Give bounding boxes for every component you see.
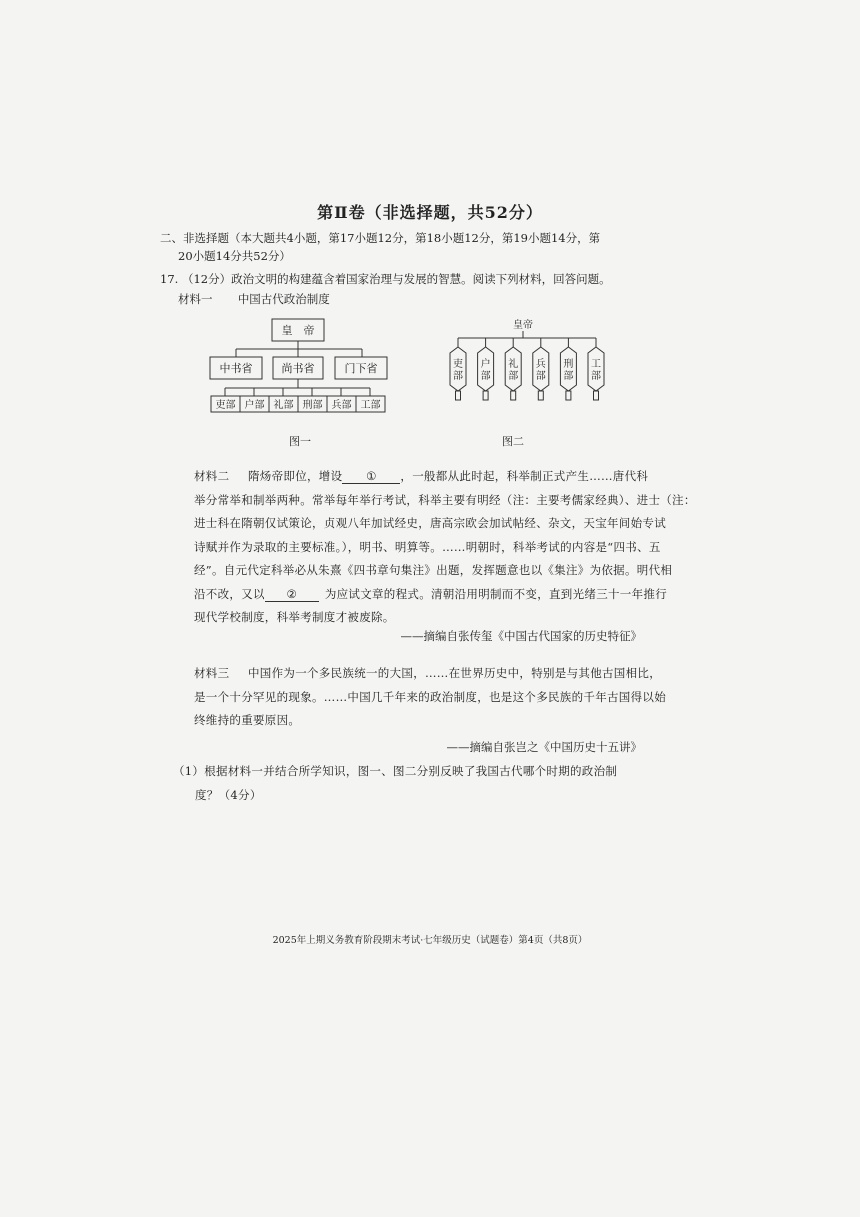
figure1-bottom-4: 兵部 (331, 400, 352, 411)
material3-line3: 终维持的重要原因。 (194, 713, 301, 727)
material1-label: 材料一 (178, 292, 213, 306)
figure2-pillar-char: 工 (591, 359, 601, 370)
figure2-pillar (560, 338, 576, 400)
figure1-top-box: 皇 帝 (281, 324, 315, 337)
material2-line4: 诗赋并作为录取的主要标准。），明书、明算等。……明朝时，科举考试的内容是“四书、五 (194, 539, 661, 554)
figure1-middle-1: 尚书省 (281, 362, 315, 375)
material3-line1-text: 中国作为一个多民族统一的大国，……在世界历史中，特别是与其他古国相比， (248, 666, 661, 680)
figure2-pillar-char: 部 (453, 371, 463, 382)
material2-line6 (194, 583, 668, 607)
figure2-pillar-char: 部 (508, 371, 519, 382)
figure2-pillar-char: 吏 (453, 359, 463, 370)
section-intro-line2: 20小题14分共52分） (178, 249, 291, 263)
sub-question-1 (173, 760, 653, 807)
material3-label: 材料三 (194, 666, 230, 680)
question-prompt: （12分）政治文明的构建蕴含着国家治理与发展的智慧。阅读下列材料，回答问题。 (181, 272, 611, 286)
figure2-pillar-char: 刑 (563, 359, 574, 370)
figure2-pillar-char: 户 (480, 359, 491, 370)
material1-heading (178, 290, 330, 308)
material1-title: 中国古代政治制度 (237, 292, 330, 306)
material2 (194, 465, 696, 630)
question-17 (160, 270, 611, 288)
material2-line7: 现代学校制度，科举考制度才被废除。 (194, 610, 395, 624)
figure1-diagram (200, 312, 400, 452)
material3-line2: 是一个十分罕见的现象。……中国几千年来的政治制度，也是这个多民族的千年古国得以始 (194, 689, 666, 704)
material2-seg2: ，一般都从此时起，科举制正式产生……唐代科 (400, 469, 649, 483)
figure2-pillar-char: 部 (480, 371, 491, 382)
figure2-pillar-char: 部 (535, 371, 546, 382)
section-intro-line1: 二、非选择题（本大题共4小题，第17小题12分，第18小题12分，第19小题14分，第 (160, 231, 601, 245)
sub1-line2: 度？（4分） (195, 787, 262, 802)
figure2-pillar (505, 338, 521, 400)
answer-blank-1: ① (342, 469, 400, 484)
section-title: 第Ⅱ卷（非选择题，共52分） (317, 203, 543, 222)
figure2-pillar-char: 礼 (508, 359, 519, 370)
figure2-caption: 图二 (502, 435, 524, 448)
figure1-bottom-1: 户部 (244, 400, 265, 411)
figure1-bottom-2: 礼部 (273, 400, 294, 411)
material2-seg1: 隋炀帝即位，增设 (248, 469, 343, 483)
material3 (194, 662, 666, 733)
sub1-line1: （1）根据材料一并结合所学知识，图一、图二分别反映了我国古代哪个时期的政治制 (173, 764, 618, 778)
figure1-middle-2: 门下省 (344, 362, 378, 375)
figure2-pillar (533, 338, 549, 400)
figure2-pillar-char: 部 (563, 371, 574, 382)
figure2-pillar (588, 338, 604, 400)
answer-blank-2: ② (265, 587, 319, 602)
figure2-top: 皇帝 (513, 320, 533, 331)
figure1-bottom-0: 吏部 (215, 400, 236, 411)
figure2-pillars (450, 338, 604, 400)
material2-line3: 进士科在隋朝仅试策论，贞观八年加试经史，唐高宗欧会加试帖经、杂文，天宝年间始专试 (194, 516, 666, 530)
figure2-diagram (440, 312, 620, 452)
question-number: 17. (160, 272, 179, 286)
material2-line6-a: 沿不改，又以 (194, 586, 265, 601)
material2-line6-b: 为应试文章的程式。清朝沿用明制而不变，直到光绪三十一年推行 (324, 586, 668, 601)
figure1-caption: 图一 (289, 435, 311, 448)
material2-line2: 举分常举和制举两种。常举每年举行考试，科举主要有明经（注：主要考儒家经典）、进士（注： (194, 492, 696, 507)
figure1-bottom-5: 工部 (360, 400, 381, 411)
figure1-bottom-3: 刑部 (302, 400, 323, 411)
material2-line5: 经”。自元代定科举必从朱熹《四书章句集注》出题，发挥题意也以《集注》为依据。明代相 (194, 563, 673, 577)
page-footer: 2025年上期义务教育阶段期末考试·七年级历史（试题卷）第4页（共8页） (272, 935, 588, 946)
material2-line1 (194, 465, 654, 489)
figure2-pillar-char: 兵 (535, 359, 546, 370)
material3-source: ——摘编自张岂之《中国历史十五讲》 (446, 740, 642, 754)
figure2-pillar-char: 部 (591, 371, 601, 382)
figure2-pillar (478, 338, 494, 400)
material2-source: ——摘编自张传玺《中国古代国家的历史特征》 (400, 629, 642, 643)
material2-label: 材料二 (194, 469, 230, 483)
figure1-middle-0: 中书省 (219, 362, 253, 375)
figure2-pillar (450, 338, 466, 400)
material3-line1 (194, 662, 661, 686)
